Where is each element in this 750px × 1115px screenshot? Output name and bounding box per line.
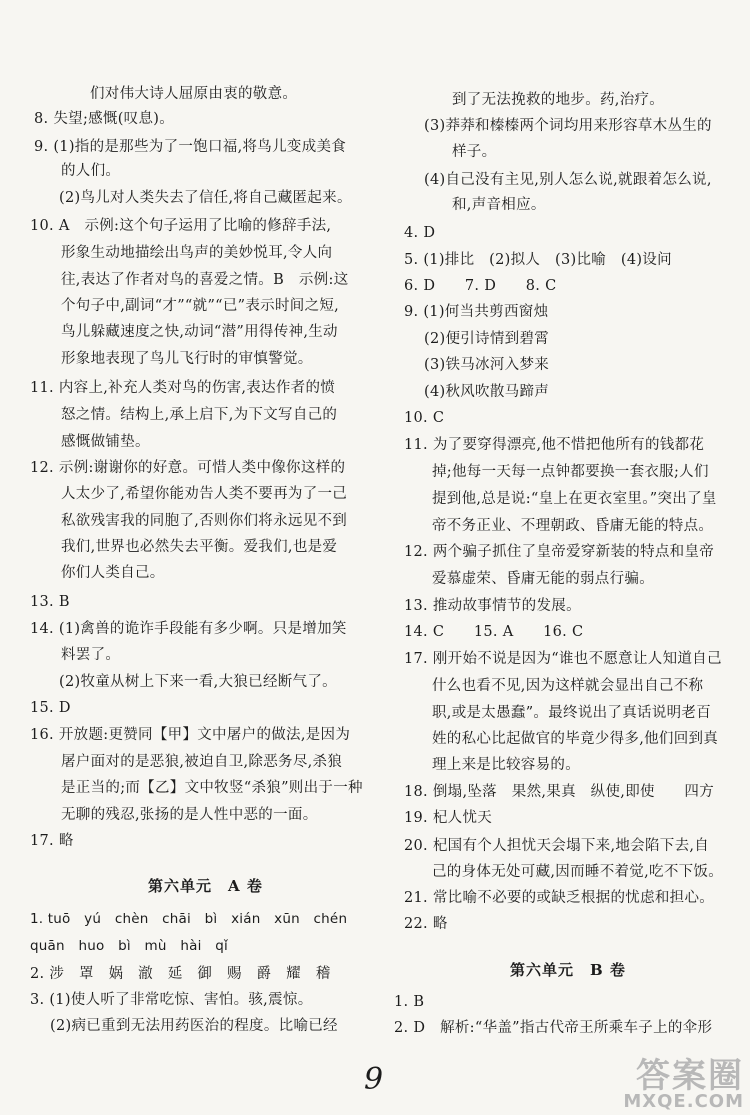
text-line: 和,声音相应。	[452, 197, 546, 213]
text-line: 料罢了。	[61, 647, 121, 663]
text-line: 爱慕虚荣、昏庸无能的弱点行骗。	[432, 571, 654, 587]
text-line: 10. A 示例:这个句子运用了比喻的修辞手法,	[30, 218, 332, 234]
text-line: 9. (1)指的是那些为了一饱口福,将鸟儿变成美食	[34, 139, 347, 155]
pinyin-line: quān huo bì mù hài qǐ	[30, 938, 228, 954]
text-line: 13. B	[30, 594, 70, 610]
text-line: 5. (1)排比 (2)拟人 (3)比喻 (4)设问	[404, 252, 672, 268]
page-number: 9	[364, 1062, 384, 1097]
text-line: 4. D	[404, 225, 436, 241]
text-line: (4)自己没有主见,别人怎么说,就跟着怎么说,	[424, 172, 712, 188]
text-line: 帝不务正业、不理朝政、昏庸无能的特点。	[432, 518, 714, 534]
text-line: 16. 开放题:更赞同【甲】文中屠户的做法,是因为	[30, 727, 351, 743]
watermark-bottom-text: MXQE.COM	[623, 1091, 744, 1112]
text-line: 姓的私心比起做官的毕竟少得多,他们回到真	[432, 731, 719, 747]
text-line: 感慨做铺垫。	[61, 434, 150, 450]
text-line: 14. C 15. A 16. C	[404, 624, 584, 640]
text-line: 形象生动地描绘出鸟声的美妙悦耳,令人向	[61, 245, 333, 261]
text-line: 8. 失望;感慨(叹息)。	[34, 111, 175, 127]
text-line: (2)牧童从树上下来一看,大狼已经断气了。	[59, 674, 337, 690]
text-line: 什么也看不见,因为这样就会显出自己不称	[432, 678, 704, 694]
text-line: 9. (1)何当共剪西窗烛	[404, 304, 549, 320]
text-line: 你们人类自己。	[61, 565, 165, 581]
text-line: 往,表达了作者对鸟的喜爱之情。B 示例:这	[61, 272, 349, 288]
text-line: 掉;他每一天每一点钟都要换一套衣服;人们	[432, 464, 709, 480]
text-line: 15. D	[30, 700, 71, 716]
text-line: 的人们。	[61, 163, 121, 179]
text-line: 21. 常比喻不必要的或缺乏根据的忧虑和担心。	[404, 890, 715, 906]
text-line: 3. (1)使人听了非常吃惊、害怕。骇,震惊。	[30, 992, 313, 1008]
text-line: 提到他,总是说:“皇上在更衣室里。”突出了皇	[432, 491, 717, 507]
text-line: (2)病已重到无法用药医治的程度。比喻已经	[50, 1018, 338, 1034]
section-heading: 第六单元 A 卷	[148, 877, 263, 895]
text-line: 职,或是太愚蠢”。最终说出了真话说明老百	[432, 705, 712, 721]
text-line: 2. 涉 罩 娲 澈 延 御 赐 爵 耀 稽	[30, 966, 331, 982]
text-line: 20. 杞国有个人担忧天会塌下来,地会陷下去,自	[404, 838, 710, 854]
text-line: (2)便引诗情到碧霄	[424, 331, 550, 347]
text-line: 屠户面对的是恶狼,被迫自卫,除恶务尽,杀狼	[61, 754, 343, 770]
pinyin-line: 1. tuō yú chèn chāi bì xián xūn chén	[30, 911, 348, 927]
text-line: (2)鸟儿对人类失去了信任,将自己藏匿起来。	[59, 190, 352, 206]
text-line: 14. (1)禽兽的诡诈手段能有多少啊。只是增加笑	[30, 621, 347, 637]
text-line: 鸟儿躲藏速度之快,动词“潜”用得传神,生动	[61, 324, 338, 340]
section-heading: 第六单元 B 卷	[510, 961, 626, 979]
text-line: 到了无法挽救的地步。药,治疗。	[452, 92, 665, 108]
text-line: 17. 略	[30, 833, 74, 849]
text-line: 我们,世界也必然失去平衡。爱我们,也是爱	[61, 539, 338, 555]
text-line: 10. C	[404, 410, 445, 426]
text-line: 17. 刚开始不说是因为“谁也不愿意让人知道自己	[404, 651, 722, 667]
text-line: (3)铁马冰河入梦来	[424, 357, 550, 373]
text-line: 怒之情。结构上,承上启下,为下文写自己的	[61, 407, 338, 423]
text-line: 1. B	[394, 994, 425, 1010]
text-line: 19. 杞人忧天	[404, 810, 493, 826]
text-line: 18. 倒塌,坠落 果然,果真 纵使,即使 四方	[404, 784, 714, 800]
text-line: 私欲残害我的同胞了,否则你们将永远见不到	[61, 513, 348, 529]
text-line: 是正当的;而【乙】文中牧竖“杀狼”则出于一种	[61, 780, 363, 796]
text-line: 12. 示例:谢谢你的好意。可惜人类中像你这样的	[30, 460, 346, 476]
text-line: (3)莽莽和榛榛两个词均用来形容草木丛生的	[424, 118, 712, 134]
text-line: 13. 推动故事情节的发展。	[404, 598, 581, 614]
text-line: 11. 为了要穿得漂亮,他不惜把他所有的钱都花	[404, 437, 705, 453]
text-line: 形象地表现了鸟儿飞行时的审慎警觉。	[61, 351, 313, 367]
text-line: 人太少了,希望你能劝告人类不要再为了一己	[61, 486, 348, 502]
text-line: 理上来是比较容易的。	[432, 757, 580, 773]
text-line: 6. D 7. D 8. C	[404, 278, 557, 294]
text-line: 12. 两个骗子抓住了皇帝爱穿新装的特点和皇帝	[404, 544, 715, 560]
text-line: 11. 内容上,补充人类对鸟的伤害,表达作者的愤	[30, 380, 336, 396]
text-line: 们对伟大诗人屈原由衷的敬意。	[90, 86, 298, 102]
watermark-logo	[623, 1056, 744, 1112]
text-line: 2. D 解析:“华盖”指古代帝王所乘车子上的伞形	[394, 1020, 713, 1036]
text-line: 己的身体无处可藏,因而睡不着觉,吃不下饭。	[432, 864, 724, 880]
text-line: 个句子中,副词“才”“就”“已”表示时间之短,	[61, 298, 340, 314]
text-line: 无聊的残忍,张扬的是人性中恶的一面。	[61, 807, 318, 823]
text-line: (4)秋风吹散马蹄声	[424, 384, 550, 400]
watermark-top-text: 答案圈	[636, 1056, 744, 1096]
text-line: 22. 略	[404, 916, 448, 932]
text-line: 样子。	[452, 144, 497, 160]
